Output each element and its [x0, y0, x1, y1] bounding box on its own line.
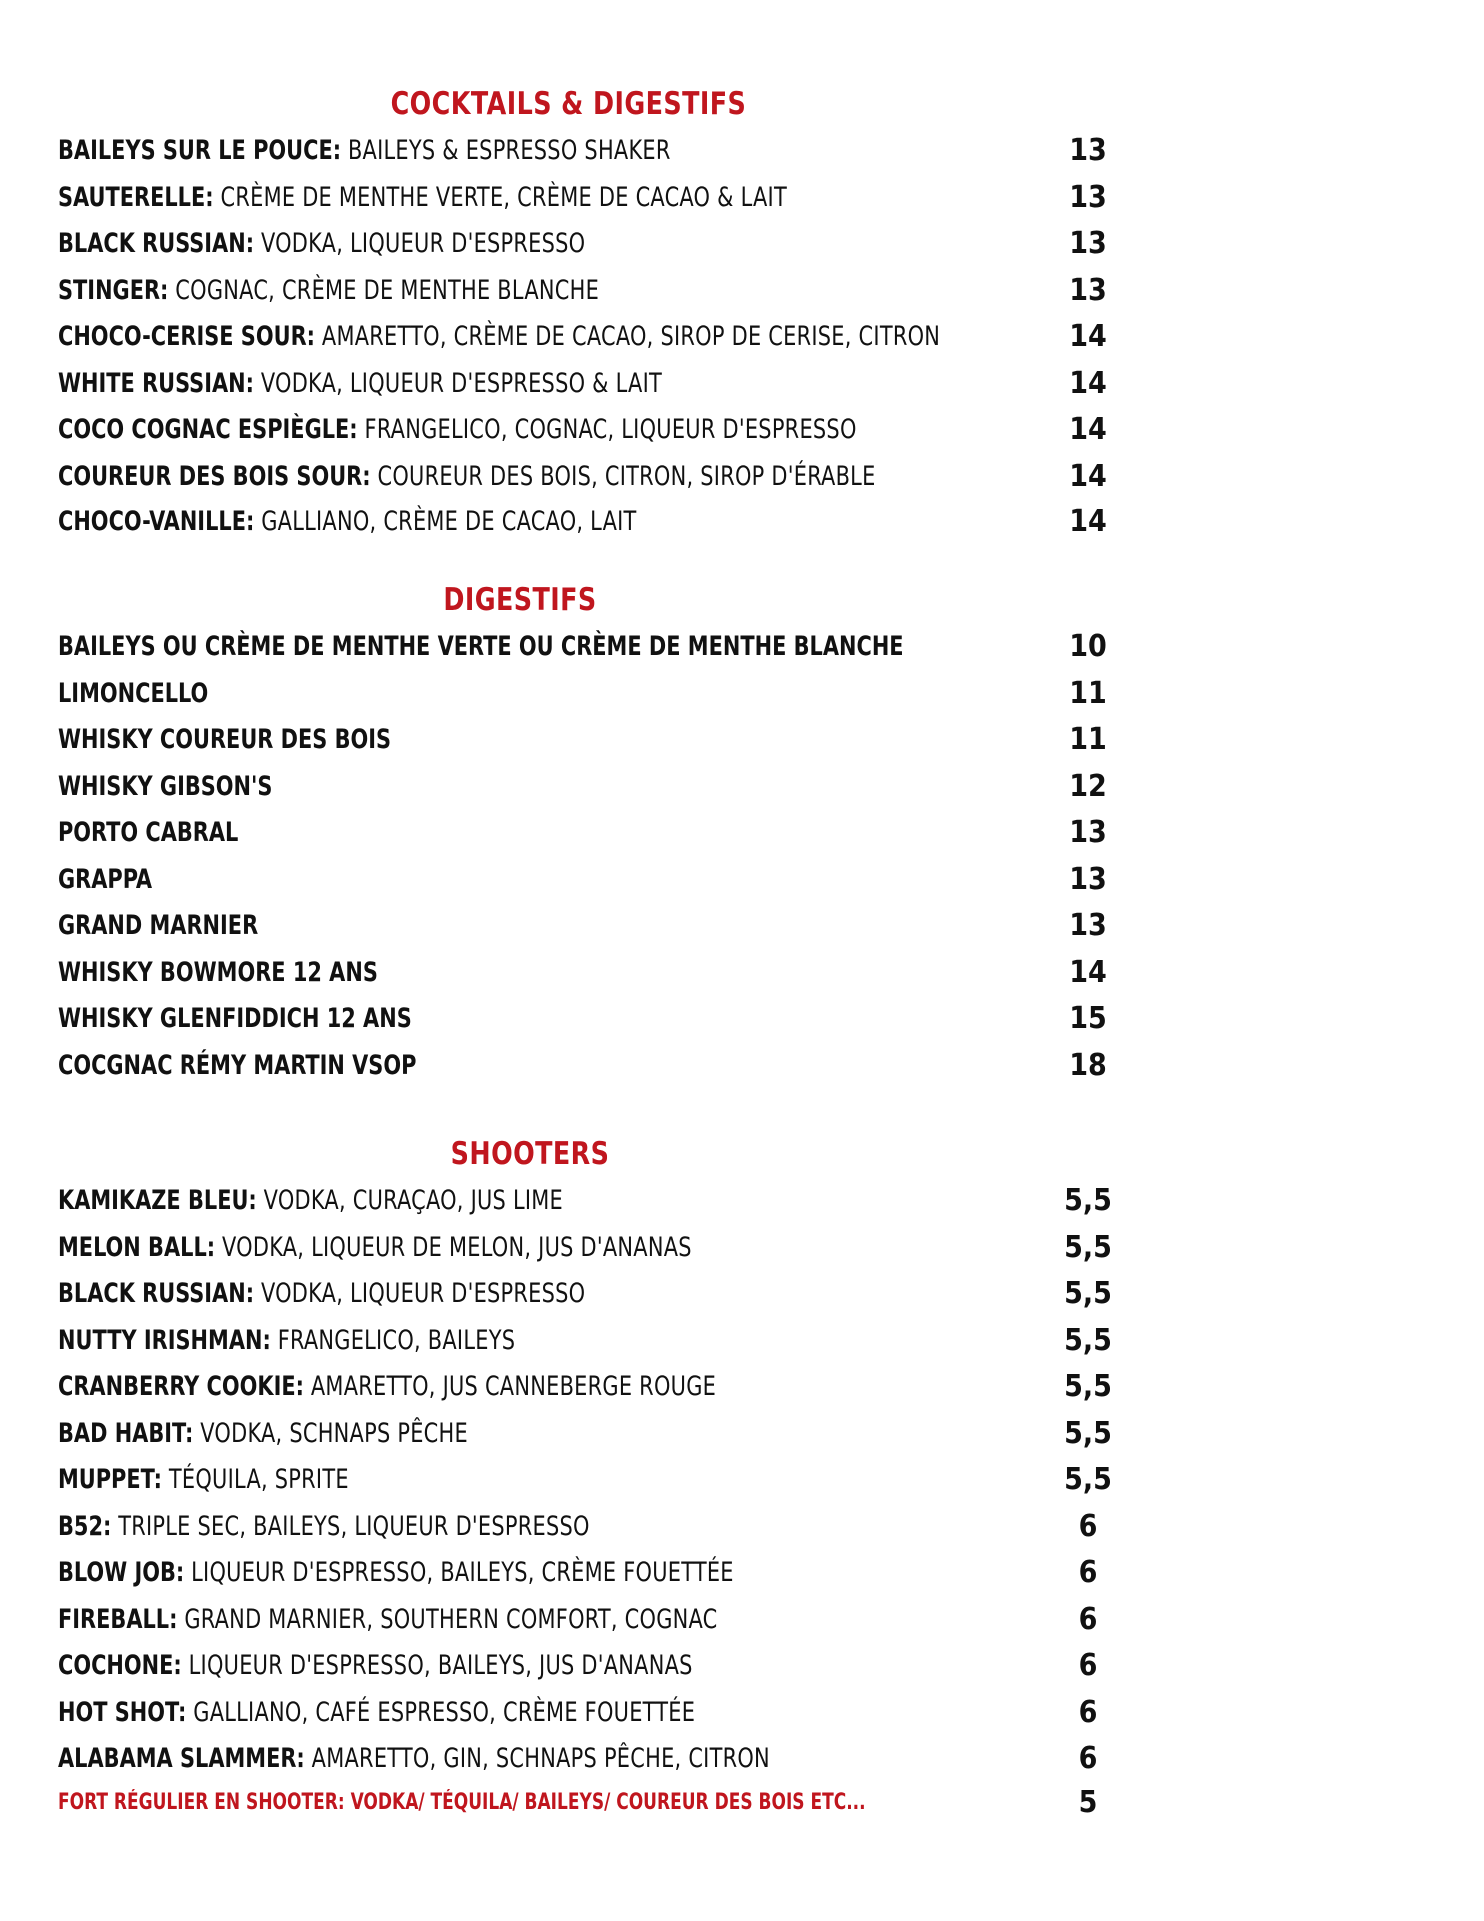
menu-item — [58, 502, 1107, 542]
item-ingredients: VODKA, LIQUEUR D'ESPRESSO — [254, 228, 586, 259]
item-name: COCGNAC RÉMY MARTIN VSOP — [58, 1050, 417, 1081]
item-name: B52: — [58, 1511, 112, 1542]
item-price: 11 — [1069, 722, 1107, 757]
item-price: 5 — [1078, 1785, 1098, 1820]
item-name: HOT SHOT: — [58, 1697, 187, 1728]
item-price: 18 — [1069, 1048, 1107, 1083]
item-price: 6 — [1078, 1602, 1098, 1637]
item-price: 15 — [1069, 1001, 1107, 1036]
menu-item — [58, 1181, 1112, 1221]
item-name: BAILEYS SUR LE POUCE: — [58, 135, 342, 166]
item-price: 14 — [1069, 366, 1107, 401]
item-price: 14 — [1069, 459, 1107, 494]
menu-item — [58, 457, 1107, 497]
menu-item — [58, 1460, 1112, 1500]
item-ingredients: LIQUEUR D'ESPRESSO, BAILEYS, CRÈME FOUETTÉE — [184, 1557, 734, 1588]
menu-item — [58, 953, 1107, 993]
menu-item — [58, 1739, 1098, 1779]
menu-item — [58, 1228, 1112, 1268]
menu-item — [58, 720, 1107, 760]
item-ingredients: VODKA, LIQUEUR D'ESPRESSO — [254, 1278, 586, 1309]
item-ingredients: GALLIANO, CRÈME DE CACAO, LAIT — [254, 506, 637, 537]
item-price: 5,5 — [1064, 1276, 1112, 1311]
menu-item-note — [58, 1783, 1098, 1823]
menu-item — [58, 627, 1107, 667]
item-name: KAMIKAZE BLEU: — [58, 1185, 257, 1216]
menu-item — [58, 364, 1107, 404]
item-price: 6 — [1078, 1741, 1098, 1776]
item-name: WHITE RUSSIAN: — [58, 368, 254, 399]
section-title-cocktails-digestifs: COCKTAILS & DIGESTIFS — [390, 86, 747, 122]
item-name: MELON BALL: — [58, 1232, 216, 1263]
item-name: BAD HABIT: — [58, 1418, 194, 1449]
item-price: 13 — [1069, 273, 1107, 308]
item-ingredients: GRAND MARNIER, SOUTHERN COMFORT, COGNAC — [177, 1604, 718, 1635]
item-ingredients: TRIPLE SEC, BAILEYS, LIQUEUR D'ESPRESSO — [111, 1511, 590, 1542]
item-price: 13 — [1069, 180, 1107, 215]
item-name: CRANBERRY COOKIE: — [58, 1371, 304, 1402]
menu-item — [58, 1646, 1098, 1686]
item-price: 6 — [1078, 1509, 1098, 1544]
item-ingredients: VODKA, LIQUEUR D'ESPRESSO & LAIT — [253, 368, 663, 399]
item-price: 5,5 — [1064, 1323, 1112, 1358]
item-price: 14 — [1069, 504, 1107, 539]
item-name: ALABAMA SLAMMER: — [58, 1743, 305, 1774]
item-price: 14 — [1069, 319, 1107, 354]
menu-item — [58, 317, 1107, 357]
item-name: PORTO CABRAL — [58, 817, 239, 848]
item-name: BLOW JOB: — [58, 1557, 185, 1588]
item-price: 14 — [1069, 955, 1107, 990]
item-price: 5,5 — [1064, 1416, 1112, 1451]
menu-item — [58, 1553, 1098, 1593]
item-name: COCO COGNAC ESPIÈGLE: — [58, 414, 358, 445]
item-ingredients: FRANGELICO, BAILEYS — [270, 1325, 516, 1356]
item-price: 14 — [1069, 412, 1107, 447]
item-price: 5,5 — [1064, 1369, 1112, 1404]
menu-item — [58, 906, 1107, 946]
item-name: WHISKY COUREUR DES BOIS — [58, 724, 392, 755]
item-name: BLACK RUSSIAN: — [58, 228, 255, 259]
item-price: 13 — [1069, 133, 1107, 168]
menu-item — [58, 131, 1107, 171]
item-name: SAUTERELLE: — [58, 182, 214, 213]
item-price: 13 — [1069, 815, 1107, 850]
menu-item — [58, 1321, 1112, 1361]
menu-item — [58, 1046, 1107, 1086]
item-price: 6 — [1078, 1695, 1098, 1730]
item-name: NUTTY IRISHMAN: — [58, 1325, 271, 1356]
menu-item — [58, 1414, 1112, 1454]
item-name: FORT RÉGULIER EN SHOOTER: VODKA/ TÉQUILA/ BAILEYS/ COUREUR DES BOIS ETC... — [58, 1790, 866, 1815]
item-name: BLACK RUSSIAN: — [58, 1278, 255, 1309]
menu-item — [58, 1600, 1098, 1640]
menu-item — [58, 767, 1107, 807]
item-price: 13 — [1069, 862, 1107, 897]
item-price: 6 — [1078, 1648, 1098, 1683]
item-price: 12 — [1069, 769, 1107, 804]
item-name: CHOCO-CERISE SOUR: — [58, 321, 316, 352]
item-name: GRAPPA — [58, 864, 153, 895]
item-ingredients: CRÈME DE MENTHE VERTE, CRÈME DE CACAO & LAIT — [213, 182, 787, 213]
item-name: WHISKY BOWMORE 12 ANS — [58, 957, 378, 988]
item-ingredients: VODKA, SCHNAPS PÊCHE — [193, 1418, 468, 1449]
menu-item — [58, 813, 1107, 853]
menu-item — [58, 1507, 1098, 1547]
item-name: COCHONE: — [58, 1650, 182, 1681]
menu-item — [58, 999, 1107, 1039]
item-ingredients: TÉQUILA, SPRITE — [161, 1464, 349, 1495]
item-ingredients: LIQUEUR D'ESPRESSO, BAILEYS, JUS D'ANANAS — [181, 1650, 693, 1681]
menu-item — [58, 1274, 1112, 1314]
item-name: MUPPET: — [58, 1464, 162, 1495]
item-ingredients: COUREUR DES BOIS, CITRON, SIROP D'ÉRABLE — [370, 461, 876, 492]
item-name: BAILEYS OU CRÈME DE MENTHE VERTE OU CRÈME DE MENTHE BLANCHE — [58, 631, 904, 662]
item-price: 10 — [1069, 629, 1107, 664]
item-price: 13 — [1069, 226, 1107, 261]
item-price: 5,5 — [1064, 1462, 1112, 1497]
section-title-shooters: SHOOTERS — [450, 1136, 610, 1172]
item-price: 5,5 — [1064, 1230, 1112, 1265]
item-ingredients: COGNAC, CRÈME DE MENTHE BLANCHE — [168, 275, 600, 306]
menu-item — [58, 1367, 1112, 1407]
item-ingredients: AMARETTO, JUS CANNEBERGE ROUGE — [303, 1371, 717, 1402]
item-name: STINGER: — [58, 275, 169, 306]
item-name: GRAND MARNIER — [58, 910, 259, 941]
item-price: 13 — [1069, 908, 1107, 943]
menu-item — [58, 674, 1107, 714]
item-ingredients: GALLIANO, CAFÉ ESPRESSO, CRÈME FOUETTÉE — [186, 1697, 696, 1728]
section-title-digestifs: DIGESTIFS — [443, 582, 597, 618]
item-name: WHISKY GIBSON'S — [58, 771, 273, 802]
menu-item — [58, 1693, 1098, 1733]
item-ingredients: AMARETTO, CRÈME DE CACAO, SIROP DE CERISE, CITRON — [315, 321, 941, 352]
menu-item — [58, 271, 1107, 311]
item-ingredients: VODKA, LIQUEUR DE MELON, JUS D'ANANAS — [215, 1232, 692, 1263]
item-ingredients: VODKA, CURAÇAO, JUS LIME — [256, 1185, 564, 1216]
menu-item — [58, 178, 1107, 218]
item-name: LIMONCELLO — [58, 678, 209, 709]
item-ingredients: AMARETTO, GIN, SCHNAPS PÊCHE, CITRON — [304, 1743, 770, 1774]
item-price: 11 — [1069, 676, 1107, 711]
item-name: FIREBALL: — [58, 1604, 178, 1635]
menu-item — [58, 860, 1107, 900]
menu-item — [58, 224, 1107, 264]
item-name: WHISKY GLENFIDDICH 12 ANS — [58, 1003, 412, 1034]
item-price: 6 — [1078, 1555, 1098, 1590]
item-ingredients: BAILEYS & ESPRESSO SHAKER — [341, 135, 671, 166]
item-price: 5,5 — [1064, 1183, 1112, 1218]
menu-item — [58, 410, 1107, 450]
item-ingredients: FRANGELICO, COGNAC, LIQUEUR D'ESPRESSO — [357, 414, 857, 445]
item-name: COUREUR DES BOIS SOUR: — [58, 461, 371, 492]
item-name: CHOCO-VANILLE: — [58, 506, 255, 537]
